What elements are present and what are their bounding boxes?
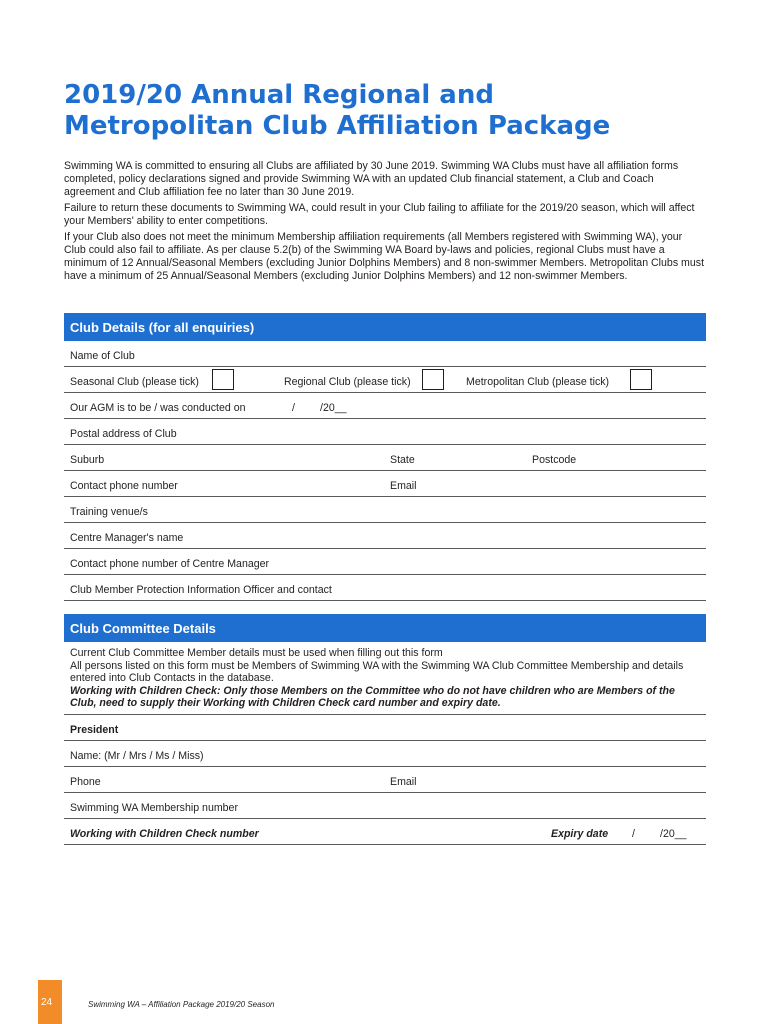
suburb-state-postcode-row[interactable] bbox=[64, 445, 706, 471]
centre-manager-label: Centre Manager's name bbox=[70, 532, 184, 544]
seasonal-club-checkbox[interactable] bbox=[212, 369, 234, 390]
president-phone-email-row[interactable] bbox=[64, 767, 706, 793]
name-of-club-field[interactable] bbox=[64, 341, 706, 367]
membership-number-label: Swimming WA Membership number bbox=[70, 801, 238, 814]
protection-officer-field[interactable] bbox=[64, 575, 706, 601]
regional-club-label: Regional Club (please tick) bbox=[284, 376, 411, 388]
intro-paragraph: Failure to return these documents to Swimming WA, could result in your Club failing to affiliate for the 2019/20 season, which will affect your Members' ability to enter competitions. bbox=[64, 202, 695, 227]
centre-manager-field[interactable] bbox=[64, 523, 706, 549]
committee-section bbox=[64, 614, 706, 845]
wwcc-number-label: Working with Children Check number bbox=[70, 827, 259, 840]
agm-label: Our AGM is to be / was conducted on bbox=[70, 402, 246, 414]
committee-note: All persons listed on this form must be Members of Swimming WA with the Swimming WA Club Committee Membership and details entered into Club Contacts in the database. bbox=[70, 659, 684, 685]
centre-manager-phone-field[interactable] bbox=[64, 549, 706, 575]
intro-paragraph: If your Club also does not meet the minimum Membership affiliation requirements (all Members registered with Swimming WA), your Club could also fail to affiliate. As per clause 5.2(b) of the Swimming WA Board by-laws and policies, regional Clubs must have a minimum of 12 Annual/Seasonal Members (excluding Junior Dolphins Members) and 8 non-swimmer Members. Metropolitan Clubs must have a minimum of 25 Annual/Seasonal Members (excluding Junior Dolphins Members) and 12 non-swimmer Members. bbox=[64, 231, 705, 282]
suburb-label: Suburb bbox=[70, 454, 105, 466]
president-membership-field[interactable] bbox=[64, 793, 706, 819]
training-venue-field[interactable] bbox=[64, 497, 706, 523]
name-of-club-label: Name of Club bbox=[70, 350, 135, 362]
contact-phone-label: Contact phone number bbox=[70, 480, 178, 492]
committee-note: Current Club Committee Member details must be used when filling out this form bbox=[70, 647, 443, 659]
agm-year: /20__ bbox=[320, 402, 347, 414]
page-number-tab bbox=[38, 980, 62, 1024]
expiry-date-label: Expiry date bbox=[551, 827, 609, 840]
postal-address-label: Postal address of Club bbox=[70, 428, 177, 440]
wwcc-note: Working with Children Check: Only those Members on the Committee who do not have children who are Members of the Club, need to supply their Working with Children Check card number and expiry date. bbox=[70, 684, 675, 710]
footer-text: Swimming WA – Affiliation Package 2019/20 Season bbox=[88, 1000, 275, 1009]
centre-manager-phone-label: Contact phone number of Centre Manager bbox=[70, 558, 270, 570]
regional-club-checkbox[interactable] bbox=[422, 369, 444, 390]
president-email-label: Email bbox=[390, 775, 417, 788]
page-number: 24 bbox=[41, 997, 53, 1008]
state-label: State bbox=[390, 454, 415, 466]
postal-address-field[interactable] bbox=[64, 419, 706, 445]
title-line-1: 2019/20 Annual Regional and bbox=[64, 80, 494, 110]
committee-heading: Club Committee Details bbox=[64, 614, 706, 642]
expiry-date-slash: / bbox=[632, 827, 635, 840]
training-venue-label: Training venue/s bbox=[70, 506, 148, 518]
agm-date-field[interactable] bbox=[64, 393, 706, 419]
metropolitan-club-label: Metropolitan Club (please tick) bbox=[466, 376, 610, 388]
intro-text bbox=[64, 160, 706, 286]
page-title bbox=[64, 80, 724, 142]
president-heading: President bbox=[70, 723, 119, 736]
president-phone-label: Phone bbox=[70, 775, 101, 788]
president-name-label: Name: (Mr / Mrs / Ms / Miss) bbox=[70, 749, 204, 762]
committee-instructions bbox=[64, 642, 706, 715]
agm-date-slash: / bbox=[292, 402, 295, 414]
postcode-label: Postcode bbox=[532, 454, 577, 466]
president-heading-row bbox=[64, 715, 706, 741]
club-details-section bbox=[64, 313, 706, 601]
president-wwcc-row[interactable] bbox=[64, 819, 706, 845]
email-label: Email bbox=[390, 480, 417, 492]
club-type-row bbox=[64, 367, 706, 393]
metropolitan-club-checkbox[interactable] bbox=[630, 369, 652, 390]
protection-officer-label: Club Member Protection Information Officer and contact bbox=[70, 584, 332, 596]
contact-phone-email-row[interactable] bbox=[64, 471, 706, 497]
club-details-heading: Club Details (for all enquiries) bbox=[64, 313, 706, 341]
president-name-field[interactable] bbox=[64, 741, 706, 767]
expiry-year: /20__ bbox=[660, 827, 687, 840]
intro-paragraph: Swimming WA is committed to ensuring all Clubs are affiliated by 30 June 2019. Swimming WA Clubs must have all affiliation forms completed, policy declarations signed and provide Swimming WA with an updated Club financial statement, a Club and Coach agreement and Club affiliation fee no later than 30 June 2019. bbox=[64, 160, 679, 198]
seasonal-club-label: Seasonal Club (please tick) bbox=[70, 376, 199, 388]
title-line-2: Metropolitan Club Affiliation Package bbox=[64, 111, 611, 141]
